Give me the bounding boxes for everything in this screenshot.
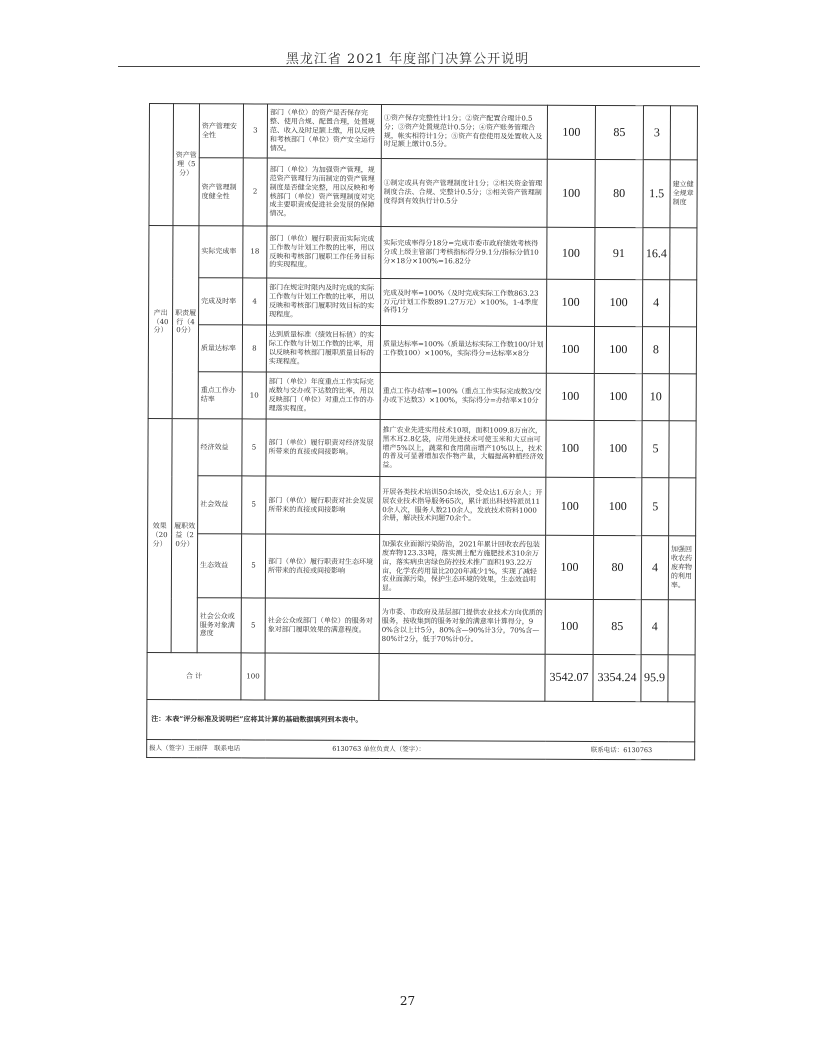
value1-cell: 100 — [545, 599, 593, 654]
standard-cell: 质量达标率=100%（质量达标实际工作数100/计划工作数100）×100%，实际得分=达标率×8分 — [380, 326, 546, 374]
level2-cell: 履职效益（20分） — [171, 419, 198, 653]
score-cell: 16.4 — [643, 228, 670, 280]
value1-cell: 100 — [546, 326, 594, 373]
value2-cell: 100 — [595, 279, 643, 326]
weight-cell: 3 — [243, 104, 267, 158]
weight-cell: 4 — [243, 278, 267, 325]
level3-cell: 生态效益 — [197, 534, 241, 598]
signature-row — [147, 739, 695, 759]
page-number: 27 — [399, 994, 416, 1008]
value1-cell: 100 — [545, 535, 593, 599]
description-cell: 部门（单位）为加强资产管理，规范资产管理行为而制定的资产管理制度是否健全完整，用以反映和考核部门（单位）资产管理制度对完成主要职责或促进社会发展的保障情况。 — [267, 158, 381, 226]
weight-cell: 5 — [241, 534, 265, 598]
table-row — [148, 371, 696, 420]
note-cell — [669, 478, 696, 536]
value2-cell: 100 — [594, 477, 642, 535]
note-cell: 建立健全规章制度 — [670, 160, 697, 228]
description-cell: 部门（单位）履行职责对经济发展所带来的直接或间接影响。 — [266, 419, 380, 476]
value2-cell: 100 — [594, 420, 642, 477]
value2-cell: 80 — [595, 159, 643, 227]
score-cell: 3 — [643, 106, 670, 160]
description-cell: 部门在规定时限内及时完成的实际工作数与计划工作数的比率，用以反映和考核部门履职时效目标的实现程度。 — [267, 278, 381, 325]
table-row — [149, 278, 697, 327]
description-cell: 达到质量标准（绩效目标值）的实际工作数与计划工作数的比率，用以反映和考核部门履职质量目标的实现程度。 — [266, 325, 380, 372]
value1-cell: 100 — [547, 227, 595, 279]
value2-cell: 100 — [594, 373, 642, 420]
value2-cell: 91 — [595, 227, 643, 279]
level3-cell: 社会效益 — [198, 476, 242, 534]
total-value2: 3354.24 — [593, 654, 641, 701]
table-row — [147, 597, 695, 654]
level3-cell: 社会公众或服务对象满意度 — [197, 598, 241, 653]
standard-cell: 为市委、市政府及基层部门提供农业技术方向优质的服务，按收集到的服务对象的满意率计算得分，90%含以上计5分，80%含—90%计3分，70%含—80%计2分，低于70%计0分。 — [379, 599, 545, 655]
contact-phone: 联系电话：6130763 — [590, 746, 653, 755]
note-cell — [670, 106, 697, 160]
weight-cell: 5 — [241, 598, 265, 653]
total-weight: 100 — [241, 653, 265, 700]
weight-cell: 5 — [242, 419, 266, 476]
score-cell: 8 — [642, 327, 669, 374]
standard-cell: 加强农业面源污染防治，2021年累计回收农药包装废弃物123.33吨，落实测土配方施肥技术310余万亩，落实病虫害绿色防控技术推广面积193.22万亩，化学农药用量比2020年减少1%，实现了减轻农业面源污染，保护生态环境的效果，生态效益明显。 — [379, 535, 545, 600]
weight-cell: 5 — [242, 476, 266, 534]
preparer-signature: 报人（签字）王丽萍 联系电话 — [149, 744, 241, 753]
description-cell: 部门（单位）年度重点工作实际完成数与交办或下达数的比率，用以反映部门（单位）对重点工作的办理落实程度。 — [266, 372, 380, 419]
score-cell: 4 — [641, 536, 668, 600]
total-empty-cell — [668, 655, 695, 702]
weight-cell: 2 — [243, 158, 267, 226]
level3-cell: 资产管理安全性 — [199, 104, 243, 158]
score-cell: 5 — [642, 478, 669, 536]
score-cell: 1.5 — [643, 160, 670, 228]
standard-cell: ①制定或具有资产管理制度计1分；②相关资金管理制度合法、合规、完整计0.5分；③相关资产管理制度得到有效执行计0.5分 — [381, 159, 547, 228]
note-cell — [670, 228, 697, 280]
standard-cell: 重点工作办结率=100%（重点工作实际完成数3/交办或下达数3）×100%，实际得分=办结率×10分 — [380, 373, 546, 421]
note-cell: 加强回收农药废弃物的利用率。 — [668, 536, 695, 600]
unit-head-signature: 6130763 单位负责人（签字）： — [332, 745, 426, 754]
description-cell: 部门（单位）履行职责而实际完成工作数与计划工作数的比率，用以反映和考核部门履职工作任务目标的实现程度。 — [267, 226, 381, 278]
table-row — [148, 475, 696, 535]
value2-cell: 85 — [595, 105, 643, 159]
level3-cell: 经济效益 — [198, 419, 242, 476]
value1-cell: 100 — [546, 477, 594, 535]
value1-cell: 100 — [547, 159, 595, 227]
scanned-table-page — [146, 103, 697, 760]
table-row — [149, 226, 697, 280]
score-cell: 5 — [642, 421, 669, 478]
level3-cell: 完成及时率 — [199, 278, 243, 325]
signature-cell — [147, 739, 695, 759]
standard-cell: 实际完成率得分18分=完成市委市政府绩效考核得分或上级主管部门考核指标得分9.1分/指标分值10分×18分×100%=16.82分 — [381, 227, 547, 280]
value1-cell: 100 — [547, 105, 595, 159]
header-rule — [118, 66, 700, 67]
note-cell — [670, 280, 697, 327]
standard-cell: 推广农业先进实用技术10项，面积1009.8万亩次，黑木耳2.8亿袋，应用先进技术可使玉米和大豆亩可增产5%以上，蔬菜和食用菌亩增产10%以上，技术的普及可显著增加农作物产量，大幅提高种植经济效益。 — [380, 420, 546, 478]
level1-cell — [149, 104, 174, 226]
total-label: 合 计 — [147, 652, 241, 699]
level3-cell: 重点工作办结率 — [198, 372, 242, 419]
score-cell: 4 — [641, 600, 668, 655]
total-score: 95.9 — [641, 655, 668, 702]
table-row — [147, 533, 695, 599]
value2-cell: 80 — [593, 535, 641, 599]
level2-cell: 资产管理（5分） — [173, 104, 200, 226]
description-cell: 社会公众或部门（单位）的服务对象对部门履职效果的满意程度。 — [265, 598, 379, 653]
standard-cell: 开展各类技术培训50余场次，受众达1.6万余人；开展农业技术指导服务65次，累计派出科技特派员110余人次，服务人数210余人，发放技术资料1000余册，解决技术问题70余个。 — [380, 477, 546, 536]
score-cell: 4 — [643, 280, 670, 327]
value1-cell: 100 — [547, 279, 595, 326]
value1-cell: 100 — [546, 373, 594, 420]
evaluation-table — [146, 103, 698, 760]
weight-cell: 10 — [242, 372, 266, 419]
level1-cell: 产出（40分） — [148, 226, 173, 419]
total-empty-cell — [265, 653, 379, 700]
note-cell — [669, 421, 696, 478]
total-value1: 3542.07 — [545, 654, 593, 701]
total-empty-cell — [379, 654, 545, 702]
value1-cell: 100 — [546, 420, 594, 477]
table-footnote: 注：本表“评分标准及说明栏”应将其计算的基础数据填列到本表中。 — [147, 699, 695, 741]
level1-cell: 效果（20分） — [147, 418, 172, 652]
value2-cell: 85 — [593, 599, 641, 654]
level3-cell: 资产管理制度健全性 — [199, 158, 243, 226]
score-cell: 10 — [642, 374, 669, 421]
standard-cell: ①资产保存完整性计1分；②资产配置合理计0.5分；③资产处置规范计0.5分；④资产账务管理合规，帐实相符计1分；⑤资产有偿使用及处置收入及时足额上缴计0.5分。 — [381, 105, 547, 160]
table-row — [148, 418, 696, 477]
note-cell — [669, 374, 696, 421]
note-cell — [668, 600, 695, 655]
level3-cell: 实际完成率 — [199, 226, 243, 278]
weight-cell: 18 — [243, 226, 267, 278]
total-row — [147, 652, 695, 701]
description-cell: 部门（单位）的资产是否保存完整、使用合规、配置合理，处置规范、收入及时足额上缴，用以反映和考核部门（单位）资产安全运行情况。 — [267, 104, 381, 158]
level3-cell: 质量达标率 — [198, 325, 242, 372]
note-cell — [669, 327, 696, 374]
page-header: 黑龙江省 2021 年度部门决算公开说明 — [285, 52, 530, 67]
weight-cell: 8 — [242, 325, 266, 372]
level2-cell: 职责履行（40分） — [172, 226, 199, 419]
table-row — [149, 158, 697, 228]
table-row — [149, 104, 697, 160]
value2-cell: 100 — [594, 326, 642, 373]
standard-cell: 完成及时率=100%（及时完成实际工作数863.23万元/计划工作数891.27万元）×100%，1-4季度各得1分 — [381, 279, 547, 327]
footnote-row — [147, 699, 695, 741]
description-cell: 部门（单位）履行职责对生态环境所带来的直接或间接影响 — [265, 534, 379, 598]
description-cell: 部门（单位）履行职责对社会发展所带来的直接或间接影响 — [266, 476, 380, 534]
table-row — [148, 325, 696, 374]
